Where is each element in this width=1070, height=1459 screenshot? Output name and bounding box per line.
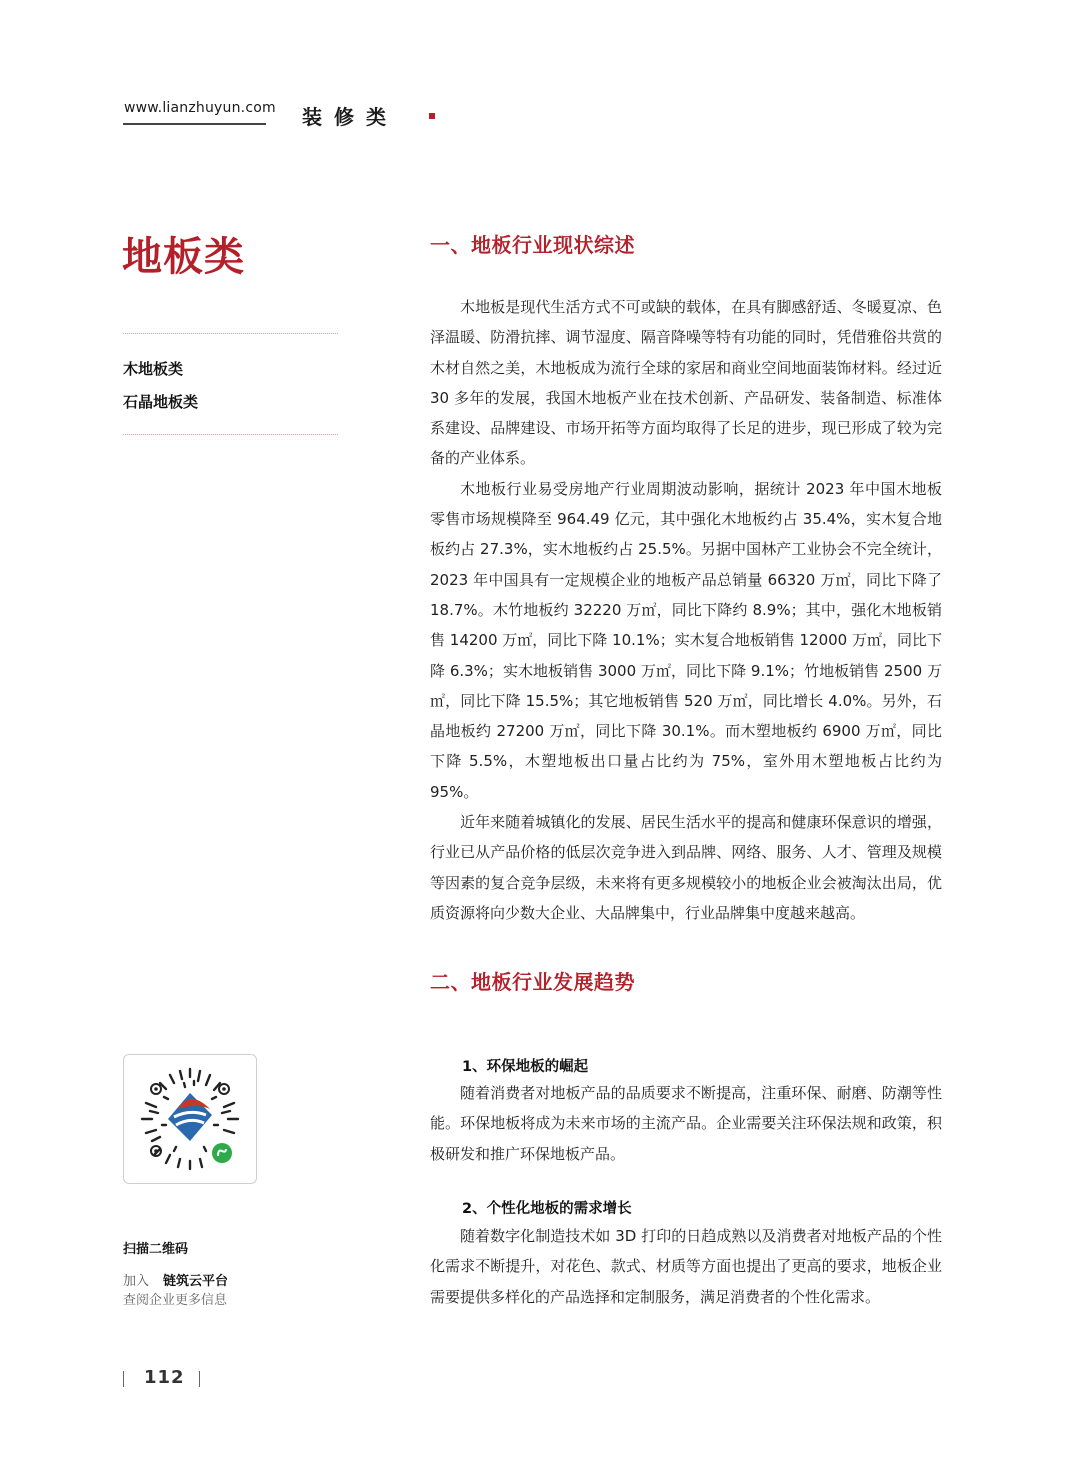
- paragraph: 木地板行业易受房地产行业周期波动影响，据统计 2023 年中国木地板零售市场规模降至 964.49 亿元，其中强化木地板约占 35.4%，实木复合地板约占 27.3%，实木地板约占 25.5%。另据中国林产工业协会不完全统计，2023 年中国具有一定规模企业的地板产品总销量 66320 万㎡，同比下降了 18.7%。木竹地板约 32220 万㎡，同比下降约 8.9%；其中，强化木地板销售 14200 万㎡，同比下降 10.1%；实木复合地板销售 12000 万㎡，同比下降 6.3%；实木地板销售 3000 万㎡，同比下降 9.1%；竹地板销售 2500 万㎡，同比下降 15.5%；其它地板销售 520 万㎡，同比增长 4.0%。另外，石晶地板约 27200 万㎡，同比下降 30.1%。而木塑地板约 6900 万㎡，同比下降 5.5%，木塑地板出口量占比约为 75%，室外用木塑地板占比约为 95%。: [430, 479, 942, 801]
- page-number: 112: [144, 1367, 185, 1388]
- page-number-bar-left: [123, 1371, 124, 1387]
- paragraph: 木地板是现代生活方式不可或缺的载体，在具有脚感舒适、冬暖夏凉、色泽温暖、防滑抗摔、调节湿度、隔音降噪等特有功能的同时，凭借雅俗共赏的木材自然之美，木地板成为流行全球的家居和商业空间地面装饰材料。经过近 30 多年的发展，我国木地板产业在技术创新、产品研发、装备制造、标准体系建设、品牌建设、市场开拓等方面均取得了长足的进步，现已形成了较为完备的产业体系。: [430, 298, 942, 468]
- site-url[interactable]: www.lianzhuyun.com: [124, 100, 276, 116]
- qr-code-icon: [134, 1063, 246, 1175]
- paragraph: 随着数字化制造技术如 3D 打印的日趋成熟以及消费者对地板产品的个性化需求不断提升，对花色、款式、材质等方面也提出了更高的要求，地板企业需要提供多样化的产品选择和定制服务，满足消费者的个性化需求。: [430, 1227, 942, 1306]
- dotted-divider: [123, 333, 338, 334]
- sidebar-item-stone-crystal-floor: 石晶地板类: [123, 393, 199, 411]
- page-title: 地板类: [122, 234, 245, 280]
- accent-square-icon: [429, 113, 435, 119]
- paragraph: 随着消费者对地板产品的品质要求不断提高，注重环保、耐磨、防潮等性能。环保地板将成为未来市场的主流产品。企业需要关注环保法规和政策，积极研发和推广环保地板产品。: [430, 1084, 942, 1163]
- subsection-title-2: 2、个性化地板的需求增长: [462, 1201, 632, 1217]
- sidebar-item-wood-floor: 木地板类: [123, 360, 184, 378]
- join-prefix: 加入: [123, 1274, 150, 1289]
- page-number-bar-right: [199, 1371, 200, 1387]
- scan-qr-label: 扫描二维码: [123, 1242, 189, 1257]
- subsection-title-1: 1、环保地板的崛起: [462, 1059, 589, 1075]
- platform-name: 链筑云平台: [163, 1274, 229, 1289]
- qr-code-card[interactable]: [123, 1054, 257, 1184]
- join-platform-line: [123, 1270, 228, 1289]
- subsection-2-body: [430, 1221, 942, 1312]
- section-1-body: [430, 292, 942, 928]
- section-heading-1: 一、地板行业现状综述: [430, 233, 635, 257]
- site-url-underline: [123, 123, 266, 125]
- paragraph: 近年来随着城镇化的发展、居民生活水平的提高和健康环保意识的增强，行业已从产品价格的低层次竞争进入到品牌、网络、服务、人才、管理及规模等因素的复合竞争层级，未来将有更多规模较小的地板企业会被淘汰出局，优质资源将向少数大企业、大品牌集中，行业品牌集中度越来越高。: [430, 813, 942, 922]
- more-info-line: 查阅企业更多信息: [123, 1293, 228, 1308]
- dotted-divider: [123, 434, 338, 435]
- section-heading-2: 二、地板行业发展趋势: [430, 970, 635, 994]
- subsection-1-body: [430, 1078, 942, 1169]
- category-label: 装修类: [302, 105, 398, 129]
